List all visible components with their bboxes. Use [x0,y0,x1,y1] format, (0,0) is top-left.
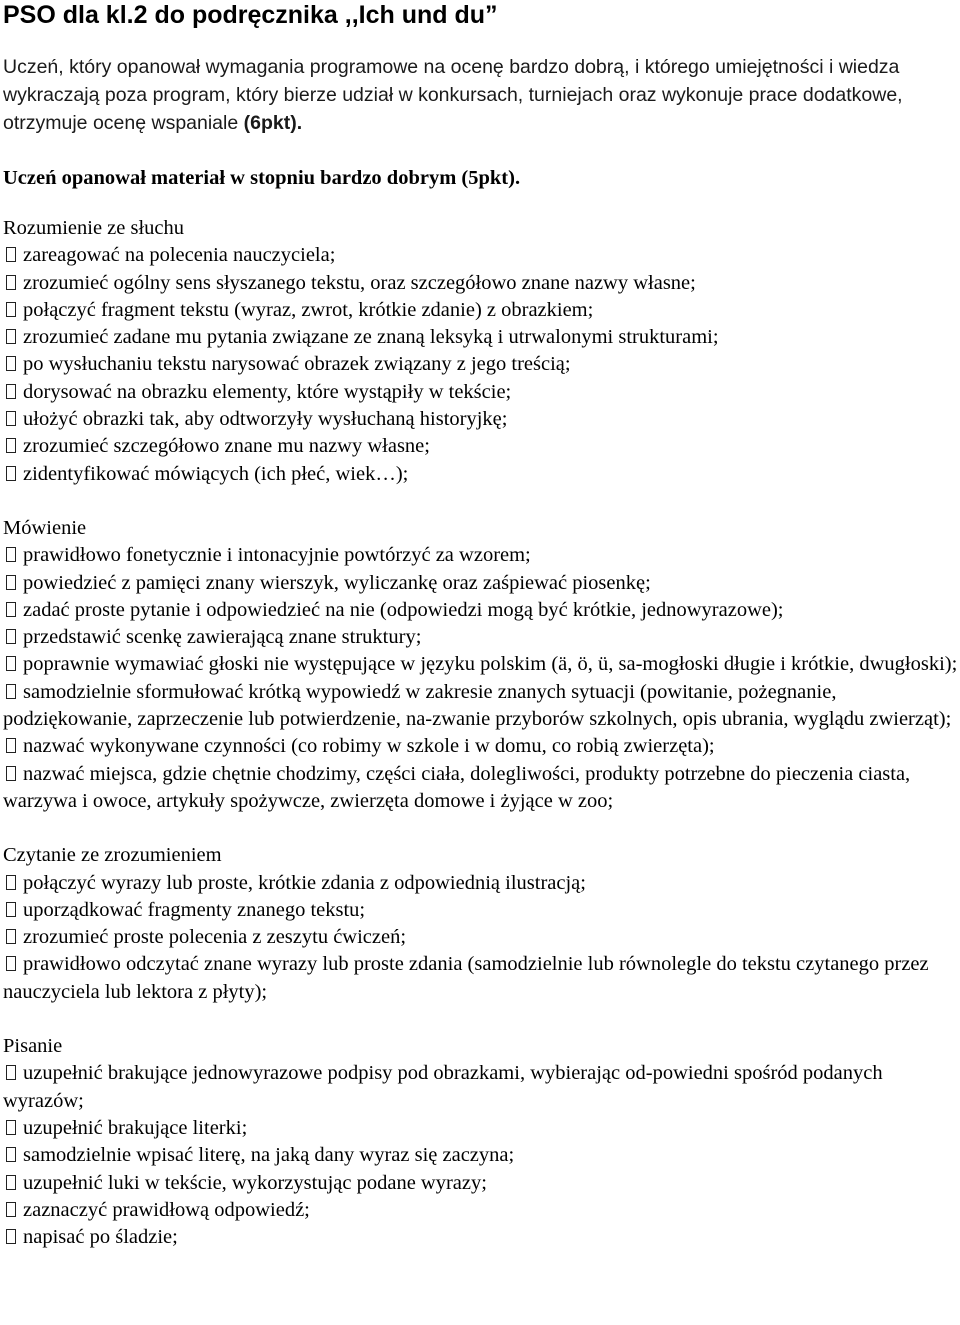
list-item [3,570,958,597]
checkbox-square-icon [6,684,16,699]
item-list [3,542,958,815]
list-item-text: po wysłuchaniu tekstu narysować obrazek związany z jego treścią; [23,353,571,376]
list-item [3,1142,958,1169]
list-item-text: przedstawić scenkę zawierającą znane struktury; [23,626,422,649]
checkbox-square-icon [6,738,16,753]
list-item [3,870,958,897]
item-list [3,1060,958,1251]
list-item-text: samodzielnie sformułować krótką wypowiedź w zakresie znanych sytuacji (powitanie, pożegnanie, podziękowanie, zaprzeczenie lub potwierdzenie, na-zwanie przyborów szkolnych, opis ubrania, wyglądu zwierząt); [3,680,952,731]
list-item [3,1115,958,1142]
checkbox-square-icon [6,384,16,399]
list-item-text: ułożyć obrazki tak, aby odtworzyły wysłuchaną historyjkę; [23,408,508,431]
list-item [3,924,958,951]
list-item [3,270,958,297]
list-item [3,624,958,651]
checkbox-square-icon [6,602,16,617]
checkbox-square-icon [6,1202,16,1217]
section [3,1033,958,1251]
list-item-text: zrozumieć zadane mu pytania związane ze znaną leksyką i utrwalonymi strukturami; [23,326,719,349]
list-item [3,351,958,378]
list-item-text: nazwać wykonywane czynności (co robimy w szkole i w domu, co robią zwierzęta); [23,735,715,758]
sections-container [3,215,958,1251]
list-item [3,897,958,924]
checkbox-square-icon [6,438,16,453]
list-item [3,433,958,460]
list-item-text: samodzielnie wpisać literę, na jaką dany wyraz się zaczyna; [23,1144,515,1167]
list-item-text: zaznaczyć prawidłową odpowiedź; [23,1198,310,1221]
list-item-text: uzupełnić brakujące jednowyrazowe podpisy pod obrazkami, wybierając od-powiedni spośród podanych wyrazów; [3,1062,883,1112]
checkbox-square-icon [6,875,16,890]
checkbox-square-icon [6,411,16,426]
item-list [3,242,958,488]
list-item [3,597,958,624]
list-item-text: prawidłowo fonetycznie i intonacyjnie powtórzyć za wzorem; [23,544,531,567]
checkbox-square-icon [6,929,16,944]
document-page [3,0,958,1251]
document-title: PSO dla kl.2 do podręcznika ,,Ich und du” [3,1,498,29]
section-heading: Mówienie [3,516,87,539]
checkbox-square-icon [6,629,16,644]
checkbox-square-icon [6,766,16,781]
list-item-text: zrozumieć proste polecenia z zeszytu ćwiczeń; [23,926,407,949]
list-item [3,761,958,816]
list-item-text: uporządkować fragmenty znanego tekstu; [23,898,366,921]
list-item [3,1224,958,1251]
checkbox-square-icon [6,575,16,590]
section-heading: Pisanie [3,1035,63,1058]
checkbox-square-icon [6,656,16,671]
checkbox-square-icon [6,902,16,917]
list-item [3,1060,958,1115]
section [3,842,958,1006]
list-item [3,542,958,569]
list-item [3,297,958,324]
checkbox-square-icon [6,466,16,481]
list-item [3,679,958,734]
list-item [3,242,958,269]
checkbox-square-icon [6,275,16,290]
list-item-text: zrozumieć szczegółowo znane mu nazwy własne; [23,435,430,458]
checkbox-square-icon [6,1175,16,1190]
list-item [3,379,958,406]
list-item-text: połączyć wyrazy lub proste, krótkie zdania z odpowiednią ilustracją; [23,871,586,894]
list-item-text: zidentyfikować mówiących (ich płeć, wiek…); [23,462,409,485]
checkbox-square-icon [6,1229,16,1244]
list-item [3,651,958,678]
list-item [3,1197,958,1224]
list-item [3,406,958,433]
checkbox-square-icon [6,956,16,971]
checkbox-square-icon [6,356,16,371]
checkbox-square-icon [6,329,16,344]
item-list [3,870,958,1006]
checkbox-square-icon [6,302,16,317]
list-item-text: poprawnie wymawiać głoski nie występujące w języku polskim (ä, ö, ü, sa-mogłoski długie i krótkie, dwugłoski); [23,653,958,676]
checkbox-square-icon [6,1120,16,1135]
list-item [3,1170,958,1197]
list-item-text: uzupełnić luki w tekście, wykorzystując podane wyrazy; [23,1171,487,1194]
list-item-text: dorysować na obrazku elementy, które wystąpiły w tekście; [23,380,512,403]
section [3,515,958,815]
list-item-text: prawidłowo odczytać znane wyrazy lub proste zdania (samodzielnie lub równolegle do tekstu czytanego przez nauczyciela lub lektora z płyty); [3,953,929,1003]
list-item-text: połączyć fragment tekstu (wyraz, zwrot, krótkie zdanie) z obrazkiem; [23,298,594,321]
list-item-text: zareagować na polecenia nauczyciela; [23,244,336,267]
list-item [3,951,958,1006]
list-item-text: uzupełnić brakujące literki; [23,1116,248,1139]
list-item-text: napisać po śladzie; [23,1226,178,1249]
list-item-text: powiedzieć z pamięci znany wierszyk, wyliczankę oraz zaśpiewać piosenkę; [23,571,651,594]
list-item-text: zadać proste pytanie i odpowiedzieć na nie (odpowiedzi mogą być krótkie, jednowyrazowe); [23,598,784,621]
level-heading: Uczeń opanował materiał w stopniu bardzo dobrym (5pkt). [3,167,521,189]
checkbox-square-icon [6,1147,16,1162]
list-item [3,324,958,351]
checkbox-square-icon [6,547,16,562]
intro-text: Uczeń, który opanował wymagania programowe na ocenę bardzo dobrą, i którego umiejętności i wiedza wykraczają poza program, który bierze udział w konkursach, turniejach oraz wykonuje prace dodatkowe, otrzymuje ocenę wspaniale [3,56,903,134]
checkbox-square-icon [6,1065,16,1080]
section-heading: Rozumienie ze słuchu [3,217,185,239]
intro-grade: (6pkt). [243,112,303,134]
list-item [3,461,958,488]
list-item-text: zrozumieć ogólny sens słyszanego tekstu, oraz szczegółowo znane nazwy własne; [23,271,696,294]
intro-paragraph [3,53,958,137]
list-item [3,733,958,760]
checkbox-square-icon [6,247,16,262]
section-heading: Czytanie ze zrozumieniem [3,844,222,867]
section [3,215,958,488]
list-item-text: nazwać miejsca, gdzie chętnie chodzimy, części ciała, dolegliwości, produkty potrzebne do pieczenia ciasta, warzywa i owoce, artykuły spożywcze, zwierzęta domowe i żyjące w zoo; [3,762,911,812]
